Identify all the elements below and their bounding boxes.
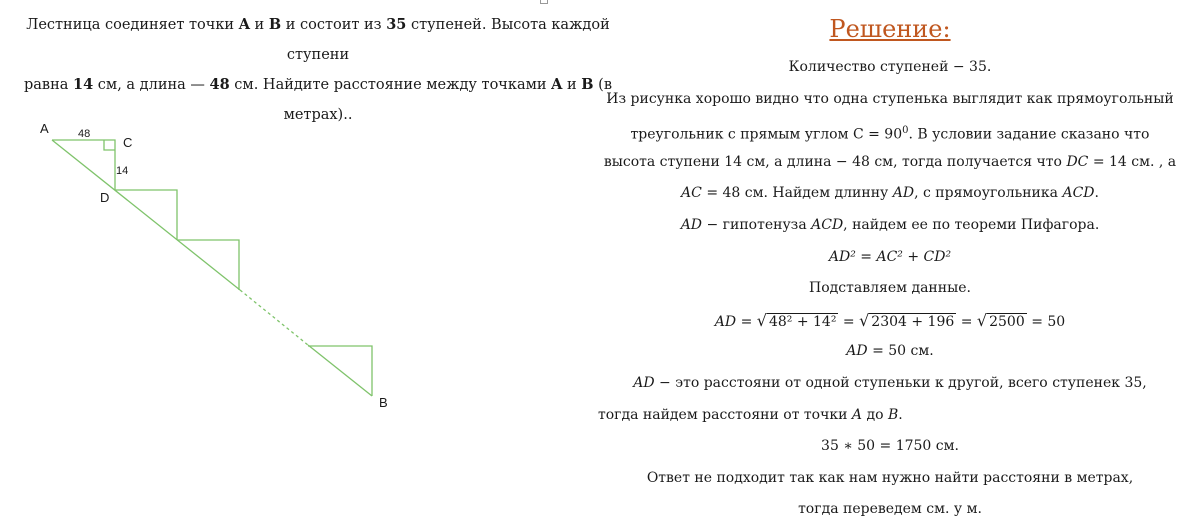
- step-length: 48: [209, 76, 230, 93]
- problem-text: и: [562, 77, 582, 93]
- pythagoras-formula: AD² = AC² + CD²: [828, 248, 952, 265]
- label-length: 48: [78, 128, 91, 140]
- solution-title: Решение:: [829, 15, 951, 43]
- point-b-label: B: [581, 76, 594, 93]
- dashed-continuation: [240, 290, 308, 345]
- problem-text: и состоит из: [281, 17, 387, 33]
- problem-text: равна: [24, 77, 74, 93]
- solution-line: Из рисунка хорошо видно что одна ступенька выглядит как прямоугольный: [606, 90, 1174, 107]
- point-b-label: B: [268, 16, 282, 33]
- problem-text: см, а длина —: [93, 77, 210, 93]
- label-b: B: [379, 395, 388, 410]
- problem-text: (в метрах)..: [283, 77, 612, 123]
- problem-text: Лестница соединяет точки: [26, 17, 239, 33]
- point-a-label: A: [551, 76, 563, 93]
- calculation-line: AD = √ 48² + 14² = √ 2304 + 196 = √ 2500 = 50: [714, 310, 1066, 330]
- solution-block: [598, 12, 1182, 526]
- solution-line: AC = 48 см. Найдем длинну AD, с прямоугольника ACD.: [681, 185, 1099, 202]
- solution-line: треугольник с прямым углом $C = 90^0$. В условии задание сказано что: [630, 125, 1150, 143]
- solution-line: AD − это расстояни от одной ступеньки к другой, всего ступенек 35,: [633, 374, 1147, 391]
- solution-line: AD = 50 см.: [846, 343, 934, 360]
- right-angle-mark: [104, 140, 115, 150]
- label-a: A: [40, 121, 49, 136]
- hypotenuse-line-end: [308, 345, 372, 396]
- problem-text: ступеней. Высота каждой ступени: [286, 17, 610, 63]
- point-a-label: A: [238, 16, 250, 33]
- staircase-figure: [0, 0, 600, 524]
- problem-text: и: [249, 17, 269, 33]
- hypotenuse-line: [52, 140, 240, 290]
- label-height: 14: [116, 165, 129, 177]
- step-height: 14: [73, 76, 94, 93]
- solution-line: Ответ не подходит так как нам нужно найти расстояни в метрах,: [646, 469, 1134, 486]
- label-d: D: [100, 190, 110, 205]
- solution-line: тогда переведем см. у м.: [798, 501, 982, 518]
- solution-line: тогда найдем расстояни от точки A до B.: [598, 406, 903, 423]
- steps-count: 35: [386, 16, 407, 33]
- label-c: C: [123, 135, 133, 150]
- solution-line: высота ступени 14 см, а длина − 48 см, тогда получается что DC = 14 см. , а: [603, 153, 1177, 170]
- solution-line: AD − гипотенуза ACD, найдем ее по теореми Пифагора.: [680, 216, 1100, 233]
- problem-text: см. Найдите расстояние между точками: [229, 77, 552, 93]
- solution-line: Количество ступеней − 35.: [788, 59, 992, 75]
- solution-line: 35 ∗ 50 = 1750 см.: [821, 438, 959, 455]
- solution-line: Подставляем данные.: [809, 280, 971, 297]
